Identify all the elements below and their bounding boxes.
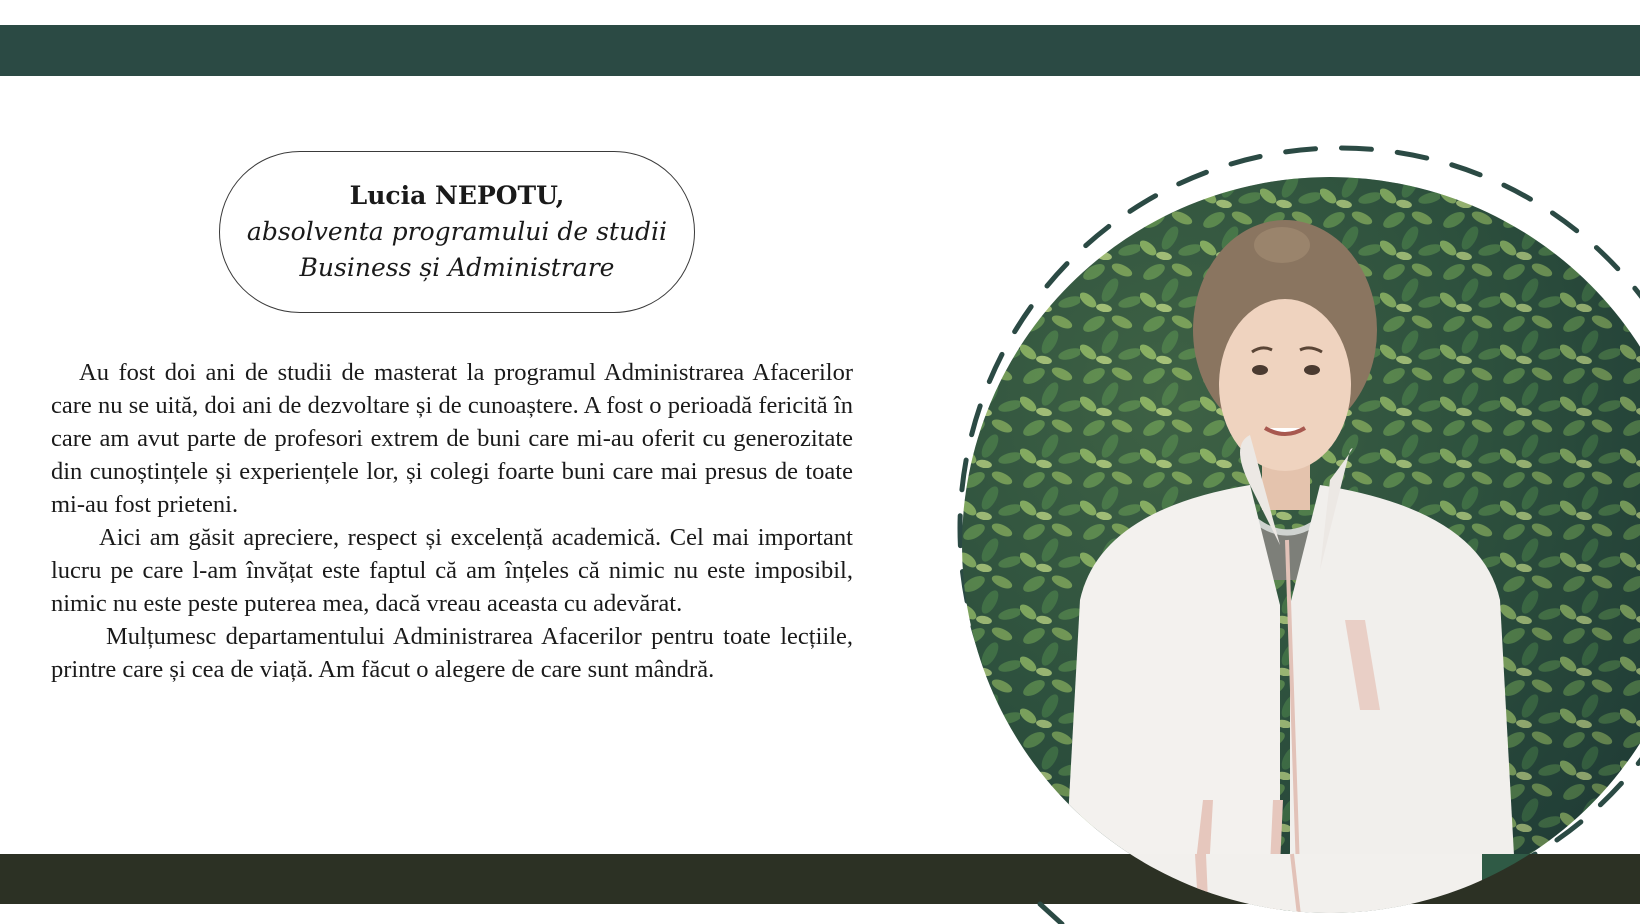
testimonial-text: [51, 356, 853, 686]
portrait-photo: [960, 170, 1640, 924]
bottom-decorative-bar: [0, 854, 1640, 904]
testimonial-paragraph-2: Aici am găsit apreciere, respect și excelență academică. Cel mai important lucru pe care l-am învățat este faptul că am înțeles că nimic nu este imposibil, nimic nu este peste puterea mea, dacă vreau aceasta cu adevărat.: [51, 524, 853, 617]
top-decorative-bar: [0, 25, 1640, 76]
testimonial-paragraph-3: Mulțumesc departamentului Administrarea Afacerilor pentru toate lecțiile, printre care și cea de viață. Am făcut o alegere de care sunt mândră.: [51, 623, 853, 683]
graduate-role-line2: Business și Administrare: [299, 253, 615, 282]
dashed-ring: [960, 148, 1640, 908]
graduate-name-badge: [219, 151, 695, 313]
graduate-role-line1: absolventa programului de studii: [246, 217, 668, 246]
testimonial-paragraph-1: Au fost doi ani de studii de masterat la programul Administrarea Afacerilor care nu se uită, doi ani de dezvoltare și de cunoaștere. A fost o perioadă fericită în care am avut parte de profesori extrem de buni care mi-au oferit cu generozitate din cunoștințele și experiențele lor, și colegi foarte buni care mai presus de toate mi-au fost prieteni.: [51, 359, 853, 518]
graduate-name: Lucia NEPOTU,: [349, 181, 565, 210]
